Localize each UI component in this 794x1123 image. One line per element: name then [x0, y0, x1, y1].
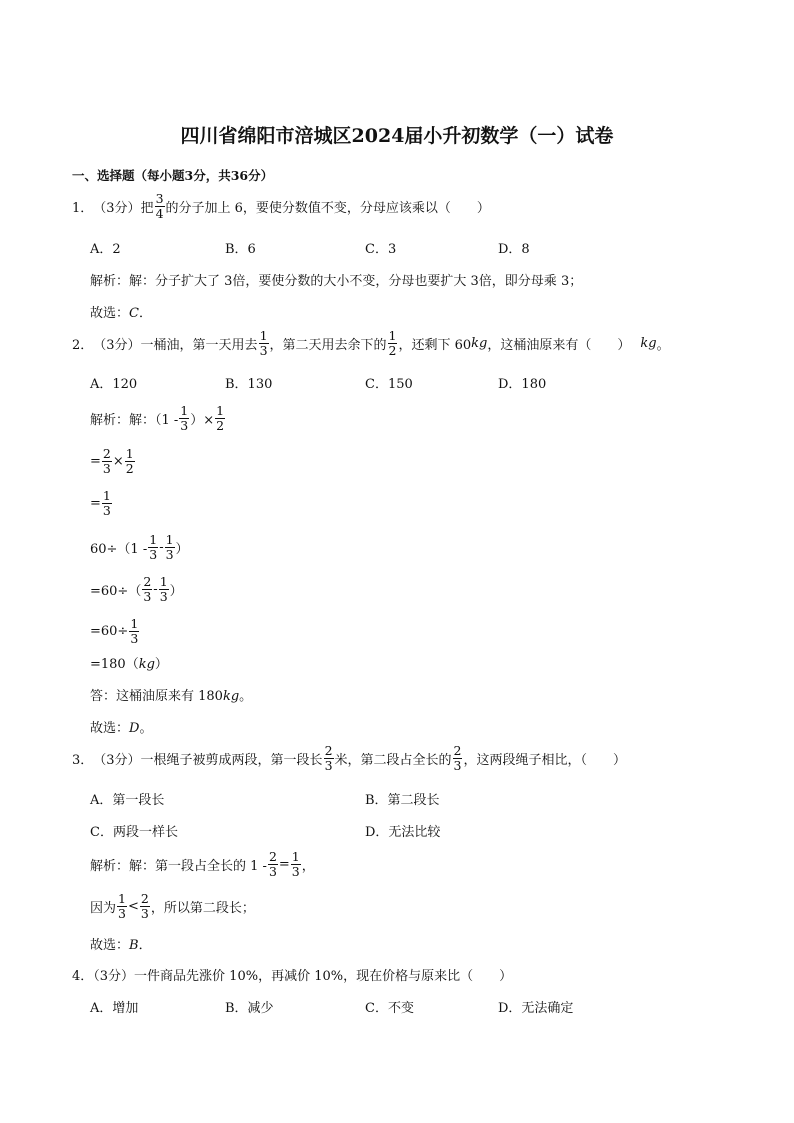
answer-value: C — [129, 306, 139, 321]
option-d[interactable]: D．180 — [498, 377, 547, 392]
analysis-text: 解析：解：第一段占全长的 1 - $\frac{2}{3}$ = $\frac{1}{3}$ ， — [90, 849, 315, 879]
option-b[interactable]: B．6 — [225, 242, 256, 257]
solution-step: = $\frac{1}{3}$ — [90, 488, 111, 518]
solution-step: = $\frac{2}{3}$ × $\frac{1}{2}$ — [90, 446, 134, 476]
option-a[interactable]: A．2 — [90, 242, 121, 257]
question-2: 2． （3分）一桶油，第一天用去 $\frac{1}{3}$ ，第二天用去余下的 $\frac{1}{2}$ ，还剩下 60 kg ，这桶油原来有（ ） kg 。 — [72, 328, 670, 358]
solution-step: =180（kg） — [90, 657, 168, 672]
solution-step: =60÷ $\frac{1}{3}$ — [90, 616, 139, 646]
option-c[interactable]: C．不变 — [365, 1001, 414, 1016]
answer-line: 故选：D。 — [90, 721, 153, 736]
option-b[interactable]: B．130 — [225, 377, 273, 392]
option-a[interactable]: A．120 — [90, 377, 138, 392]
analysis-text: 解析：解：分子扩大了 3倍，要使分数的大小不变，分母也要扩大 3倍，即分母乘 3； — [90, 274, 583, 289]
option-c[interactable]: C．3 — [365, 242, 397, 257]
fraction: $\frac{2}{3}$ — [324, 743, 333, 773]
option-b[interactable]: B．减少 — [225, 1001, 274, 1016]
option-a[interactable]: A．第一段长 — [90, 793, 165, 808]
question-number: 3． — [72, 752, 94, 768]
question-1 — [72, 191, 490, 221]
option-a[interactable]: A．增加 — [90, 1001, 139, 1016]
answer-statement: 答：这桶油原来有 180kg。 — [90, 689, 253, 704]
option-d[interactable]: D．8 — [498, 242, 530, 257]
solution-step: 60÷（1 - $\frac{1}{3}$ - $\frac{1}{3}$ ） — [90, 532, 189, 562]
answer-line: 故选：B． — [90, 938, 152, 953]
analysis-text: 因为 $\frac{1}{3}$ < $\frac{2}{3}$ ，所以第二段长； — [90, 891, 255, 921]
section-heading: 一、选择题（每小题3分，共36分） — [72, 168, 274, 183]
fraction: $\frac{1}{2}$ — [388, 328, 397, 358]
question-number: 4． — [72, 969, 94, 984]
option-d[interactable]: D．无法比较 — [365, 825, 441, 840]
question-text: 的分子加上 6，要使分数值不变，分母应该乘以（ ） — [165, 200, 490, 216]
question-number: 2． — [72, 337, 94, 353]
unit: kg — [471, 335, 488, 351]
question-number: 1． — [72, 200, 94, 216]
unit: kg — [640, 335, 657, 351]
answer-line: 故选：C． — [90, 306, 152, 321]
fraction: $\frac{2}{3}$ — [453, 743, 462, 773]
question-text: （3分）把 — [93, 200, 154, 216]
answer-value: B — [129, 938, 139, 953]
page-title: 四川省绵阳市涪城区2024届小升初数学（一）试卷 — [180, 125, 614, 147]
option-c[interactable]: C．两段一样长 — [90, 825, 178, 840]
fraction: $\frac{3}{4}$ — [155, 191, 164, 221]
question-3: 3． （3分）一根绳子被剪成两段，第一段长 $\frac{2}{3}$ 米，第二段占全长的 $\frac{2}{3}$ ，这两段绳子相比，（ ） — [72, 743, 626, 773]
option-d[interactable]: D．无法确定 — [498, 1001, 574, 1016]
option-c[interactable]: C．150 — [365, 377, 413, 392]
option-b[interactable]: B．第二段长 — [365, 793, 440, 808]
answer-value: D — [129, 721, 140, 736]
question-text: （3分）一件商品先涨价 10%，再减价 10%，现在价格与原来比（ ） — [93, 969, 513, 984]
fraction: $\frac{1}{3}$ — [259, 328, 268, 358]
solution-step: 解析：解：（1 - $\frac{1}{3}$ ）× $\frac{1}{2}$ — [90, 403, 225, 433]
question-4 — [72, 965, 512, 984]
solution-step: =60÷（ $\frac{2}{3}$ - $\frac{1}{3}$ ） — [90, 574, 183, 604]
